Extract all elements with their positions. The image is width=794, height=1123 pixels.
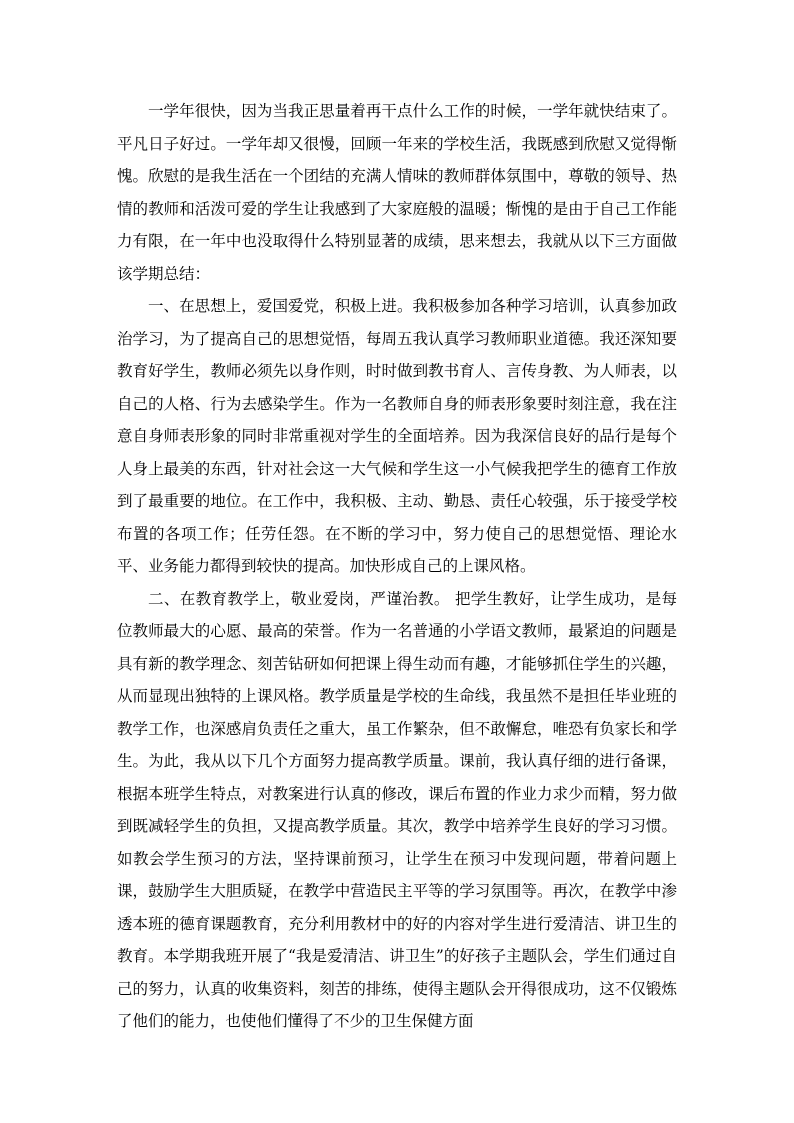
paragraph-intro: 一学年很快，因为当我正思量着再干点什么工作的时候，一学年就快结束了。平凡日子好过。一学年却又很慢，回顾一年来的学校生活，我既感到欣慰又觉得惭愧。欣慰的是我生活在一个团结的充满人情味的教师群体氛围中，尊敬的领导、热情的教师和活泼可爱的学生让我感到了大家庭般的温暖；惭愧的是由于自己工作能力有限，在一年中也没取得什么特别显著的成绩，思来想去，我就从以下三方面做该学期总结： bbox=[117, 102, 677, 283]
paragraph-ideology: 一、在思想上，爱国爱党，积极上进。我积极参加各种学习培训，认真参加政治学习，为了提高自己的思想觉悟，每周五我认真学习教师职业道德。我还深知要教育好学生，教师必须先以身作则，时时做到教书育人、言传身教、为人师表，以自己的人格、行为去感染学生。作为一名教师自身的师表形象要时刻注意，我在注意自身师表形象的同时非常重视对学生的全面培养。因为我深信良好的品行是每个人身上最美的东西，针对社会这一大气候和学生这一小气候我把学生的德育工作放到了最重要的地位。在工作中，我积极、主动、勤恳、责任心较强，乐于接受学校布置的各项工作；任劳任怨。在不断的学习中，努力使自己的思想觉悟、理论水平、业务能力都得到较快的提高。加快形成自己的上课风格。 bbox=[117, 297, 677, 575]
document-page bbox=[117, 95, 677, 1038]
paragraph-teaching: 二、在教育教学上，敬业爱岗，严谨治教。 把学生教好，让学生成功，是每位教师最大的心愿、最高的荣誉。作为一名普通的小学语文教师，最紧迫的问题是具有新的教学理念、刻苦钻研如何把课上得生动而有趣，才能够抓住学生的兴趣，从而显现出独特的上课风格。教学质量是学校的生命线，我虽然不是担任毕业班的教学工作，也深感肩负责任之重大，虽工作繁杂，但不敢懈怠，唯恐有负家长和学生。为此，我从以下几个方面努力提高教学质量。课前，我认真仔细的进行备课，根据本班学生特点，对教案进行认真的修改，课后布置的作业力求少而精，努力做到既减轻学生的负担，又提高教学质量。其次，教学中培养学生良好的学习习惯。如教会学生预习的方法，坚持课前预习，让学生在预习中发现问题，带着问题上课，鼓励学生大胆质疑，在教学中营造民主平等的学习氛围等。再次，在教学中渗透本班的德育课题教育，充分利用教材中的好的内容对学生进行爱清洁、讲卫生的教育。本学期我班开展了“我是爱清洁、讲卫生”的好孩子主题队会，学生们通过自己的努力，认真的收集资料，刻苦的排练，使得主题队会开得很成功，这不仅锻炼了他们的能力，也使他们懂得了不少的卫生保健方面 bbox=[117, 589, 677, 1030]
